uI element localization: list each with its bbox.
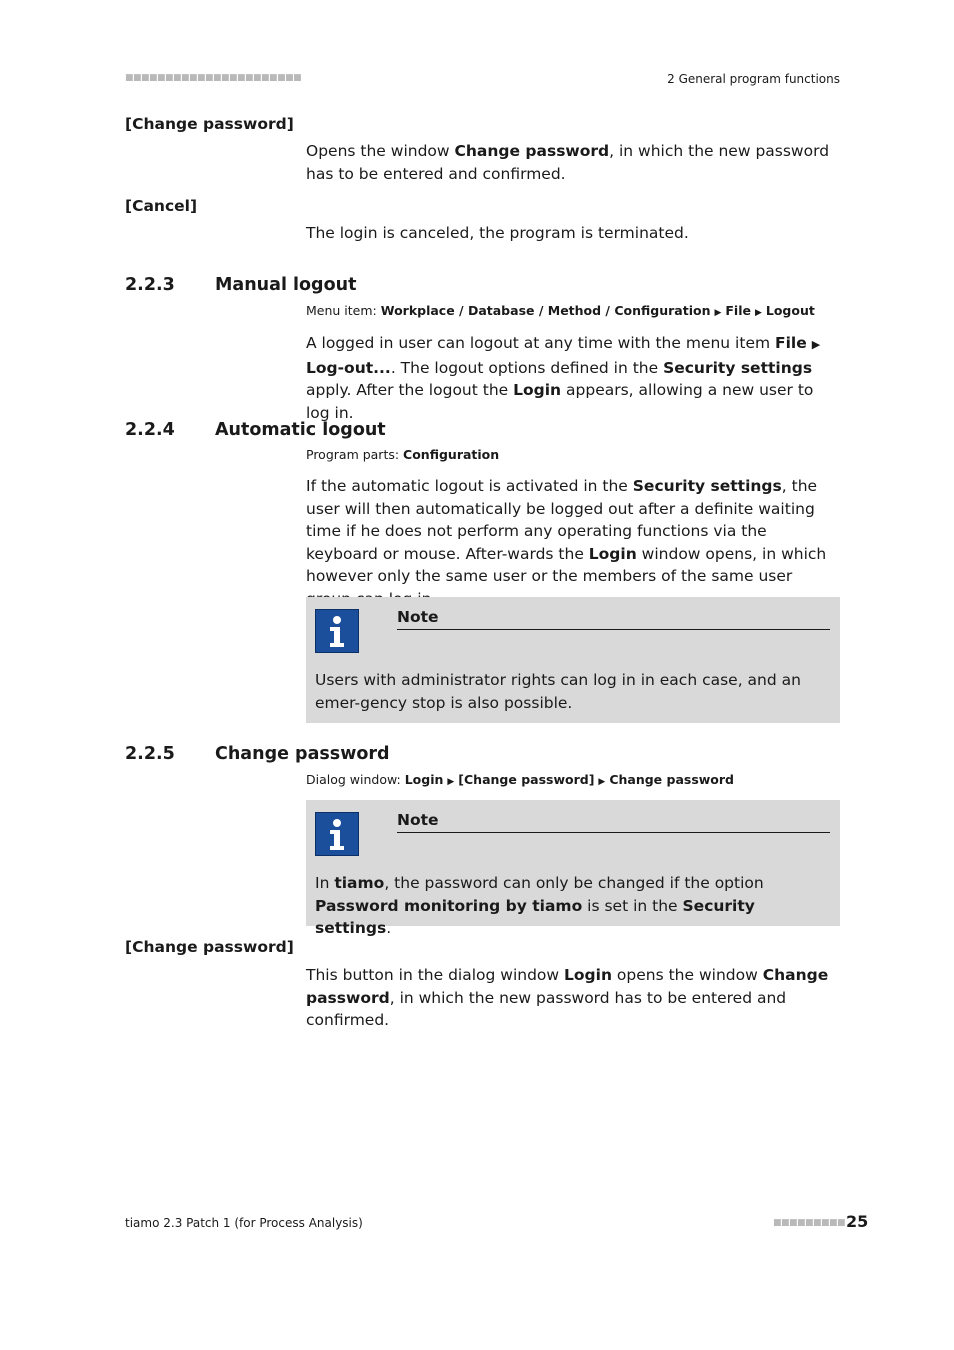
footer-decoration: ■■■■■■■■■: [773, 1218, 846, 1228]
note-title: Note: [397, 809, 830, 833]
dialog-change-button: [Change password]: [458, 772, 595, 787]
text: In: [315, 874, 335, 892]
menu-item-path: [306, 303, 815, 321]
text: , the user will then automatically be logged out after a definite waiting time if he does not perform any operating functions via the keyboard or mouse. After-wards the: [306, 477, 818, 563]
info-icon: [315, 812, 359, 856]
label: Dialog window:: [306, 772, 405, 787]
section-number: 2.2.4: [125, 420, 175, 440]
emphasis: Login: [564, 966, 612, 984]
paragraph-automatic-logout: [306, 475, 839, 610]
emphasis: Login: [513, 381, 562, 399]
emphasis: Login: [588, 544, 637, 563]
note-box: [306, 597, 840, 723]
page-number: 25: [846, 1212, 869, 1231]
emphasis: Change password: [306, 966, 829, 1007]
note-text: [315, 872, 830, 940]
paragraph-manual-logout: [306, 332, 839, 424]
text: If the automatic logout is activated in the: [306, 477, 633, 495]
emphasis: tiamo: [334, 874, 385, 892]
arrow-right-icon: ▶: [714, 308, 722, 318]
text: apply. After the logout the: [306, 381, 514, 399]
section-title: Change password: [215, 744, 390, 764]
text: .: [386, 919, 392, 937]
section-number: 2.2.5: [125, 744, 175, 764]
running-header-chapter: 2 General program functions: [667, 72, 840, 86]
footer-product: tiamo 2.3 Patch 1 (for Process Analysis): [125, 1216, 363, 1230]
menu-file: File: [725, 303, 751, 318]
note-text: Users with administrator rights can log in in each case, and an emer-gency stop is also possible.: [315, 671, 801, 712]
dialog-change-password: Change password: [609, 772, 735, 787]
menu-path: Workplace / Database / Method / Configuration: [380, 303, 711, 318]
emphasis: Change password: [454, 142, 610, 160]
emphasis: Log-out...: [306, 358, 391, 377]
arrow-right-icon: ▶: [754, 308, 762, 318]
term-change-password: [Change password]: [125, 115, 294, 133]
program-parts: [306, 447, 499, 463]
text: , in which the new password has to be entered and confirmed.: [306, 142, 830, 183]
text: A logged in user can logout at any time with the menu item: [306, 334, 776, 352]
section-title: Automatic logout: [215, 420, 386, 440]
label: Program parts:: [306, 447, 404, 462]
section-number: 2.2.3: [125, 275, 175, 295]
emphasis: Security settings: [632, 477, 782, 495]
emphasis: File: [775, 334, 807, 352]
emphasis: Security settings: [315, 896, 755, 937]
term-cancel: [Cancel]: [125, 197, 198, 215]
header-decoration: ■■■■■■■■■■■■■■■■■■■■■■: [125, 73, 302, 83]
text: window opens, in which however only the same user or the members of the same user: [306, 544, 827, 585]
arrow-right-icon: ▶: [447, 777, 455, 787]
program-part-value: Configuration: [403, 447, 500, 462]
paragraph-change-password: [306, 140, 839, 185]
arrow-right-icon: ▶: [811, 338, 821, 351]
text: This button in the dialog window: [306, 966, 565, 984]
note-box: [306, 800, 840, 937]
emphasis: Security settings: [663, 358, 813, 377]
text: . The logout options defined in the: [390, 358, 664, 377]
dialog-login: Login: [404, 772, 444, 787]
dialog-window-path: [306, 772, 734, 790]
arrow-right-icon: ▶: [598, 777, 606, 787]
menu-logout: Logout: [765, 303, 815, 318]
text: Opens the window: [306, 142, 455, 160]
note-title: Note: [397, 606, 830, 630]
emphasis: Password monitoring by tiamo: [315, 896, 583, 915]
paragraph-cancel: The login is canceled, the program is terminated.: [306, 224, 689, 242]
text: , in which the new password has to be entered and confirmed.: [306, 988, 787, 1029]
text: opens the window: [611, 966, 763, 984]
term-change-password: [Change password]: [125, 938, 294, 956]
info-icon: [315, 609, 359, 653]
text: appears, allowing a new user to log in.: [306, 381, 814, 422]
text: , the password can only be changed if the option: [384, 874, 764, 892]
label: Menu item:: [306, 303, 381, 318]
text: is set in the: [582, 896, 683, 915]
section-title: Manual logout: [215, 275, 357, 295]
paragraph-change-password-button: [306, 964, 839, 1032]
